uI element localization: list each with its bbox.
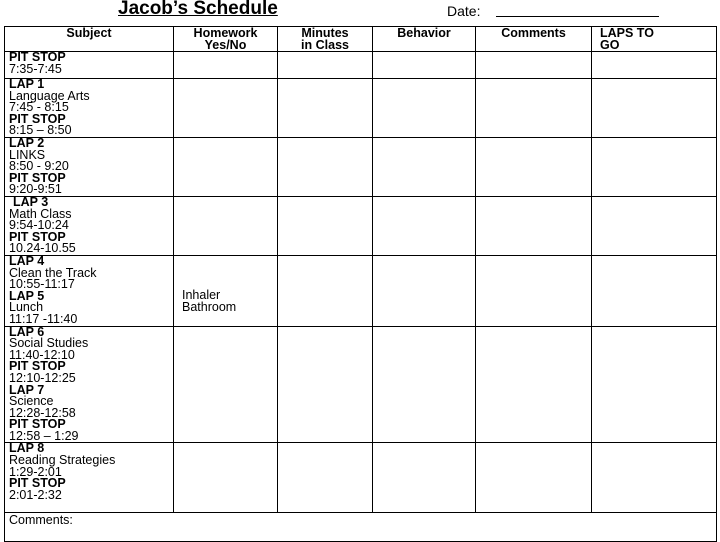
column-header-comments (476, 27, 592, 52)
schedule-row (5, 197, 717, 256)
column-header-behavior (373, 27, 476, 52)
entry-cell-laps-to-go[interactable] (592, 138, 717, 197)
header-row (5, 27, 717, 52)
entry-cell-comments[interactable] (476, 255, 592, 326)
column-header-text: Minutes (301, 26, 349, 40)
period-heading: LAP 1 (9, 77, 45, 91)
entry-cell-comments[interactable] (476, 197, 592, 256)
period-detail: 10.24-10.55 (9, 241, 76, 256)
period-detail: 9:54-10:24 (9, 218, 69, 233)
entry-cell-minutes[interactable] (278, 52, 373, 79)
entry-cell-minutes[interactable] (278, 138, 373, 197)
period-detail: 12:10-12:25 (9, 370, 76, 385)
period-heading: PIT STOP (9, 229, 66, 244)
period-detail: 9:20-9:51 (9, 182, 62, 197)
entry-cell-homework[interactable] (174, 52, 278, 79)
column-header-laps-to-go (592, 27, 717, 52)
period-detail: 7:35-7:45 (9, 61, 62, 76)
schedule-row (5, 326, 717, 443)
column-header-text: in Class (301, 38, 349, 52)
entry-cell-homework[interactable] (174, 326, 278, 443)
subject-cell (5, 138, 174, 197)
subject-cell (5, 255, 174, 326)
column-header-text: LAPS TO (600, 26, 654, 40)
column-header-minutes (278, 27, 373, 52)
period-detail: Clean the Track (9, 265, 97, 280)
schedule-row (5, 52, 717, 79)
schedule-row (5, 443, 717, 513)
period-heading: PIT STOP (9, 111, 66, 126)
entry-cell-behavior[interactable] (373, 138, 476, 197)
entry-cell-homework[interactable] (174, 255, 278, 326)
entry-cell-laps-to-go[interactable] (592, 255, 717, 326)
period-heading: LAP 3 (13, 195, 49, 209)
date-field-line[interactable] (496, 16, 659, 17)
comments-row (5, 513, 717, 542)
entry-cell-minutes[interactable] (278, 443, 373, 513)
period-detail: Reading Strategies (9, 453, 116, 468)
period-heading: LAP 5 (9, 288, 45, 303)
subject-cell (5, 79, 174, 138)
column-header-homework (174, 27, 278, 52)
period-heading: PIT STOP (9, 359, 66, 374)
entry-cell-laps-to-go[interactable] (592, 197, 717, 256)
period-detail: 1:29-2:01 (9, 464, 62, 479)
period-heading: PIT STOP (9, 170, 66, 185)
period-detail: Math Class (9, 206, 72, 221)
entry-cell-minutes[interactable] (278, 79, 373, 138)
period-heading: LAP 4 (9, 253, 45, 268)
period-detail: 12:28-12:58 (9, 405, 76, 420)
subject-cell (5, 326, 174, 443)
period-heading: LAP 8 (9, 441, 45, 456)
entry-cell-homework[interactable] (174, 138, 278, 197)
entry-cell-homework[interactable] (174, 443, 278, 513)
subject-cell (5, 197, 174, 256)
comments-area[interactable] (5, 513, 717, 542)
column-header-subject (5, 27, 174, 52)
entry-cell-homework[interactable] (174, 79, 278, 138)
entry-cell-minutes[interactable] (278, 197, 373, 256)
entry-cell-homework[interactable] (174, 197, 278, 256)
entry-cell-behavior[interactable] (373, 326, 476, 443)
period-detail: 7:45 - 8:15 (9, 100, 69, 115)
period-detail: 10:55-11:17 (9, 277, 75, 292)
period-heading: LAP 7 (9, 382, 45, 397)
period-heading: PIT STOP (9, 50, 66, 64)
entry-cell-laps-to-go[interactable] (592, 79, 717, 138)
subject-cell (5, 443, 174, 513)
period-detail: 11:17 -11:40 (9, 311, 78, 326)
homework-note: Inhaler (182, 287, 221, 302)
period-detail: 8:15 – 8:50 (9, 123, 72, 138)
entry-cell-comments[interactable] (476, 138, 592, 197)
column-header-text: Homework (193, 26, 258, 40)
period-detail: LINKS (9, 147, 46, 162)
period-detail: 12:58 – 1:29 (9, 428, 79, 443)
homework-note: Bathroom (182, 299, 237, 314)
schedule-row (5, 255, 717, 326)
entry-cell-laps-to-go[interactable] (592, 326, 717, 443)
entry-cell-comments[interactable] (476, 443, 592, 513)
period-detail: 11:40-12:10 (9, 347, 75, 362)
entry-cell-minutes[interactable] (278, 326, 373, 443)
period-detail: Social Studies (9, 336, 89, 351)
schedule-row (5, 79, 717, 138)
date-label: Date: (447, 3, 481, 19)
entry-cell-behavior[interactable] (373, 443, 476, 513)
period-detail: Language Arts (9, 88, 90, 103)
column-header-text: Behavior (397, 26, 451, 40)
entry-cell-laps-to-go[interactable] (592, 52, 717, 79)
entry-cell-behavior[interactable] (373, 79, 476, 138)
period-heading: PIT STOP (9, 476, 66, 491)
column-header-text: Subject (66, 26, 112, 40)
period-heading: LAP 6 (9, 324, 45, 339)
entry-cell-laps-to-go[interactable] (592, 443, 717, 513)
entry-cell-comments[interactable] (476, 79, 592, 138)
entry-cell-behavior[interactable] (373, 52, 476, 79)
period-detail: 8:50 - 9:20 (9, 159, 69, 174)
comments-label: Comments: (9, 513, 73, 528)
period-detail: Science (9, 394, 54, 409)
entry-cell-comments[interactable] (476, 326, 592, 443)
page-title: Jacob’s Schedule (118, 0, 278, 19)
subject-cell (5, 52, 174, 79)
column-header-text: Yes/No (204, 38, 247, 52)
period-detail: Lunch (9, 300, 44, 315)
period-heading: LAP 2 (9, 136, 45, 150)
entry-cell-behavior[interactable] (373, 197, 476, 256)
entry-cell-comments[interactable] (476, 52, 592, 79)
column-header-text: Comments (501, 26, 566, 40)
period-heading: PIT STOP (9, 417, 66, 432)
schedule-row (5, 138, 717, 197)
period-detail: 2:01-2:32 (9, 487, 62, 502)
schedule-table (4, 26, 717, 542)
entry-cell-behavior[interactable] (373, 255, 476, 326)
entry-cell-minutes[interactable] (278, 255, 373, 326)
column-header-text: GO (600, 38, 620, 52)
